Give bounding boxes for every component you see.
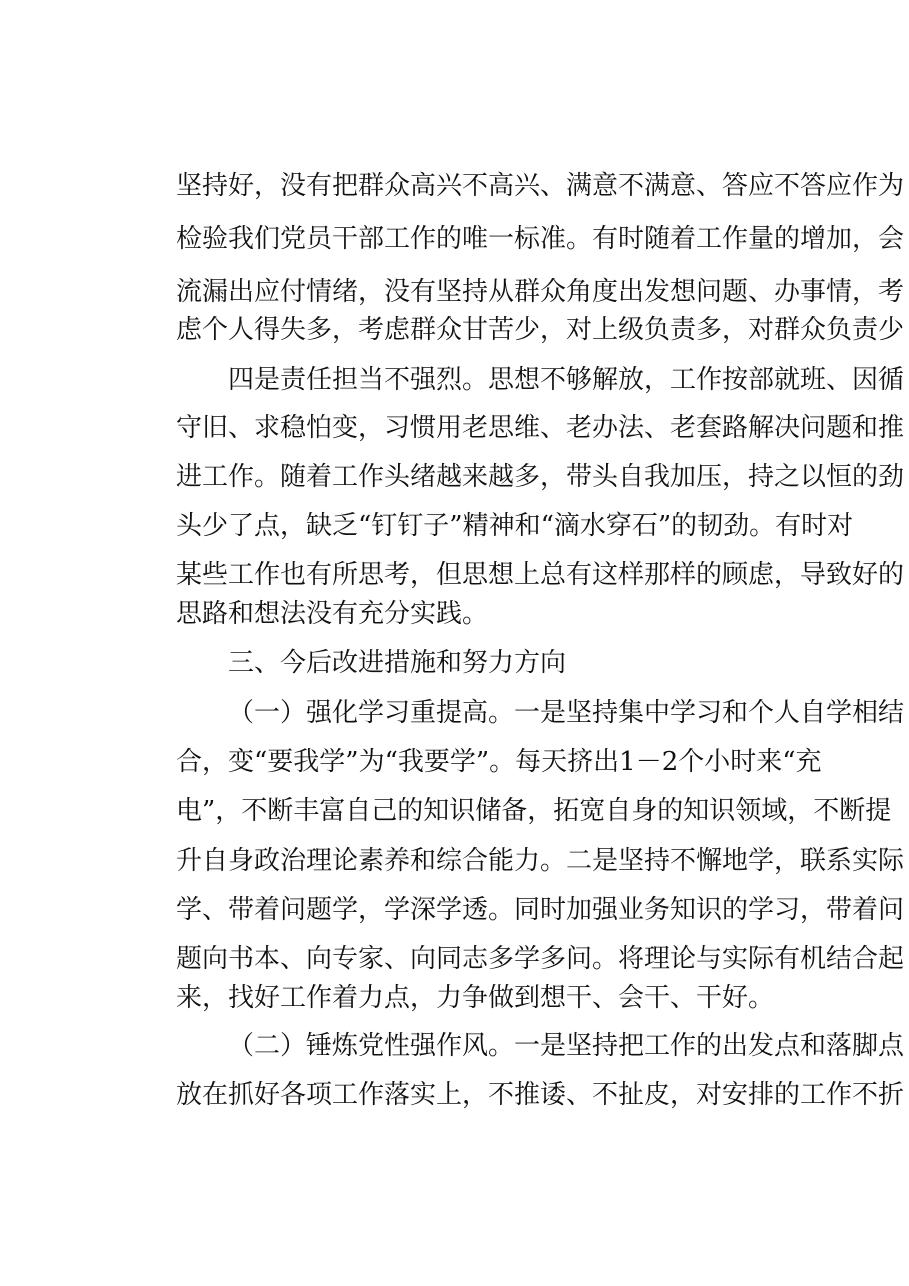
- paragraph-line: 头少了点，缺乏“钉钉子”精神和“滴水穿石”的韧劲。有时对: [176, 511, 854, 541]
- paragraph-line: 升自身政治理论素养和综合能力。二是坚持不懈地学，联系实际: [176, 846, 905, 876]
- paragraph-line: 来，找好工作着力点，力争做到想干、会干、干好。: [176, 983, 775, 1013]
- section-heading: 三、今后改进措施和努力方向: [228, 648, 567, 678]
- paragraph-line: 合，变“要我学”为“我要学”。每天挤出1－2个小时来“充: [176, 747, 822, 777]
- paragraph-line: 检验我们党员干部工作的唯一标准。有时随着工作量的增加，会: [176, 224, 905, 254]
- paragraph-line: （一）强化学习重提高。一是坚持集中学习和个人自学相结: [228, 698, 905, 728]
- paragraph-line: （二）锤炼党性强作风。一是坚持把工作的出发点和落脚点: [228, 1031, 905, 1061]
- paragraph-line: 守旧、求稳怕变，习惯用老思维、老办法、老套路解决问题和推: [176, 413, 905, 443]
- paragraph-line: 坚持好，没有把群众高兴不高兴、满意不满意、答应不答应作为: [176, 171, 905, 201]
- paragraph-line: 学、带着问题学，学深学透。同时加强业务知识的学习，带着问: [176, 895, 905, 925]
- paragraph-line: 电”，不断丰富自己的知识储备，拓宽自身的知识领域，不断提: [176, 796, 892, 826]
- paragraph-line: 某些工作也有所思考，但思想上总有这样那样的顾虑，导致好的: [176, 560, 905, 590]
- paragraph-line: 放在抓好各项工作落实上，不推诿、不扯皮，对安排的工作不折: [176, 1080, 905, 1110]
- paragraph-line: 流漏出应付情绪，没有坚持从群众角度出发想问题、办事情，考: [176, 277, 905, 307]
- paragraph-line: 思路和想法没有充分实践。: [176, 599, 489, 629]
- paragraph-line: 虑个人得失多，考虑群众甘苦少，对上级负责多，对群众负责少: [176, 315, 905, 345]
- paragraph-line: 题向书本、向专家、向同志多学多问。将理论与实际有机结合起: [176, 944, 905, 974]
- paragraph-line: 进工作。随着工作头绪越来越多，带头自我加压，持之以恒的劲: [176, 462, 905, 492]
- paragraph-line: 四是责任担当不强烈。思想不够解放，工作按部就班、因循: [228, 365, 905, 395]
